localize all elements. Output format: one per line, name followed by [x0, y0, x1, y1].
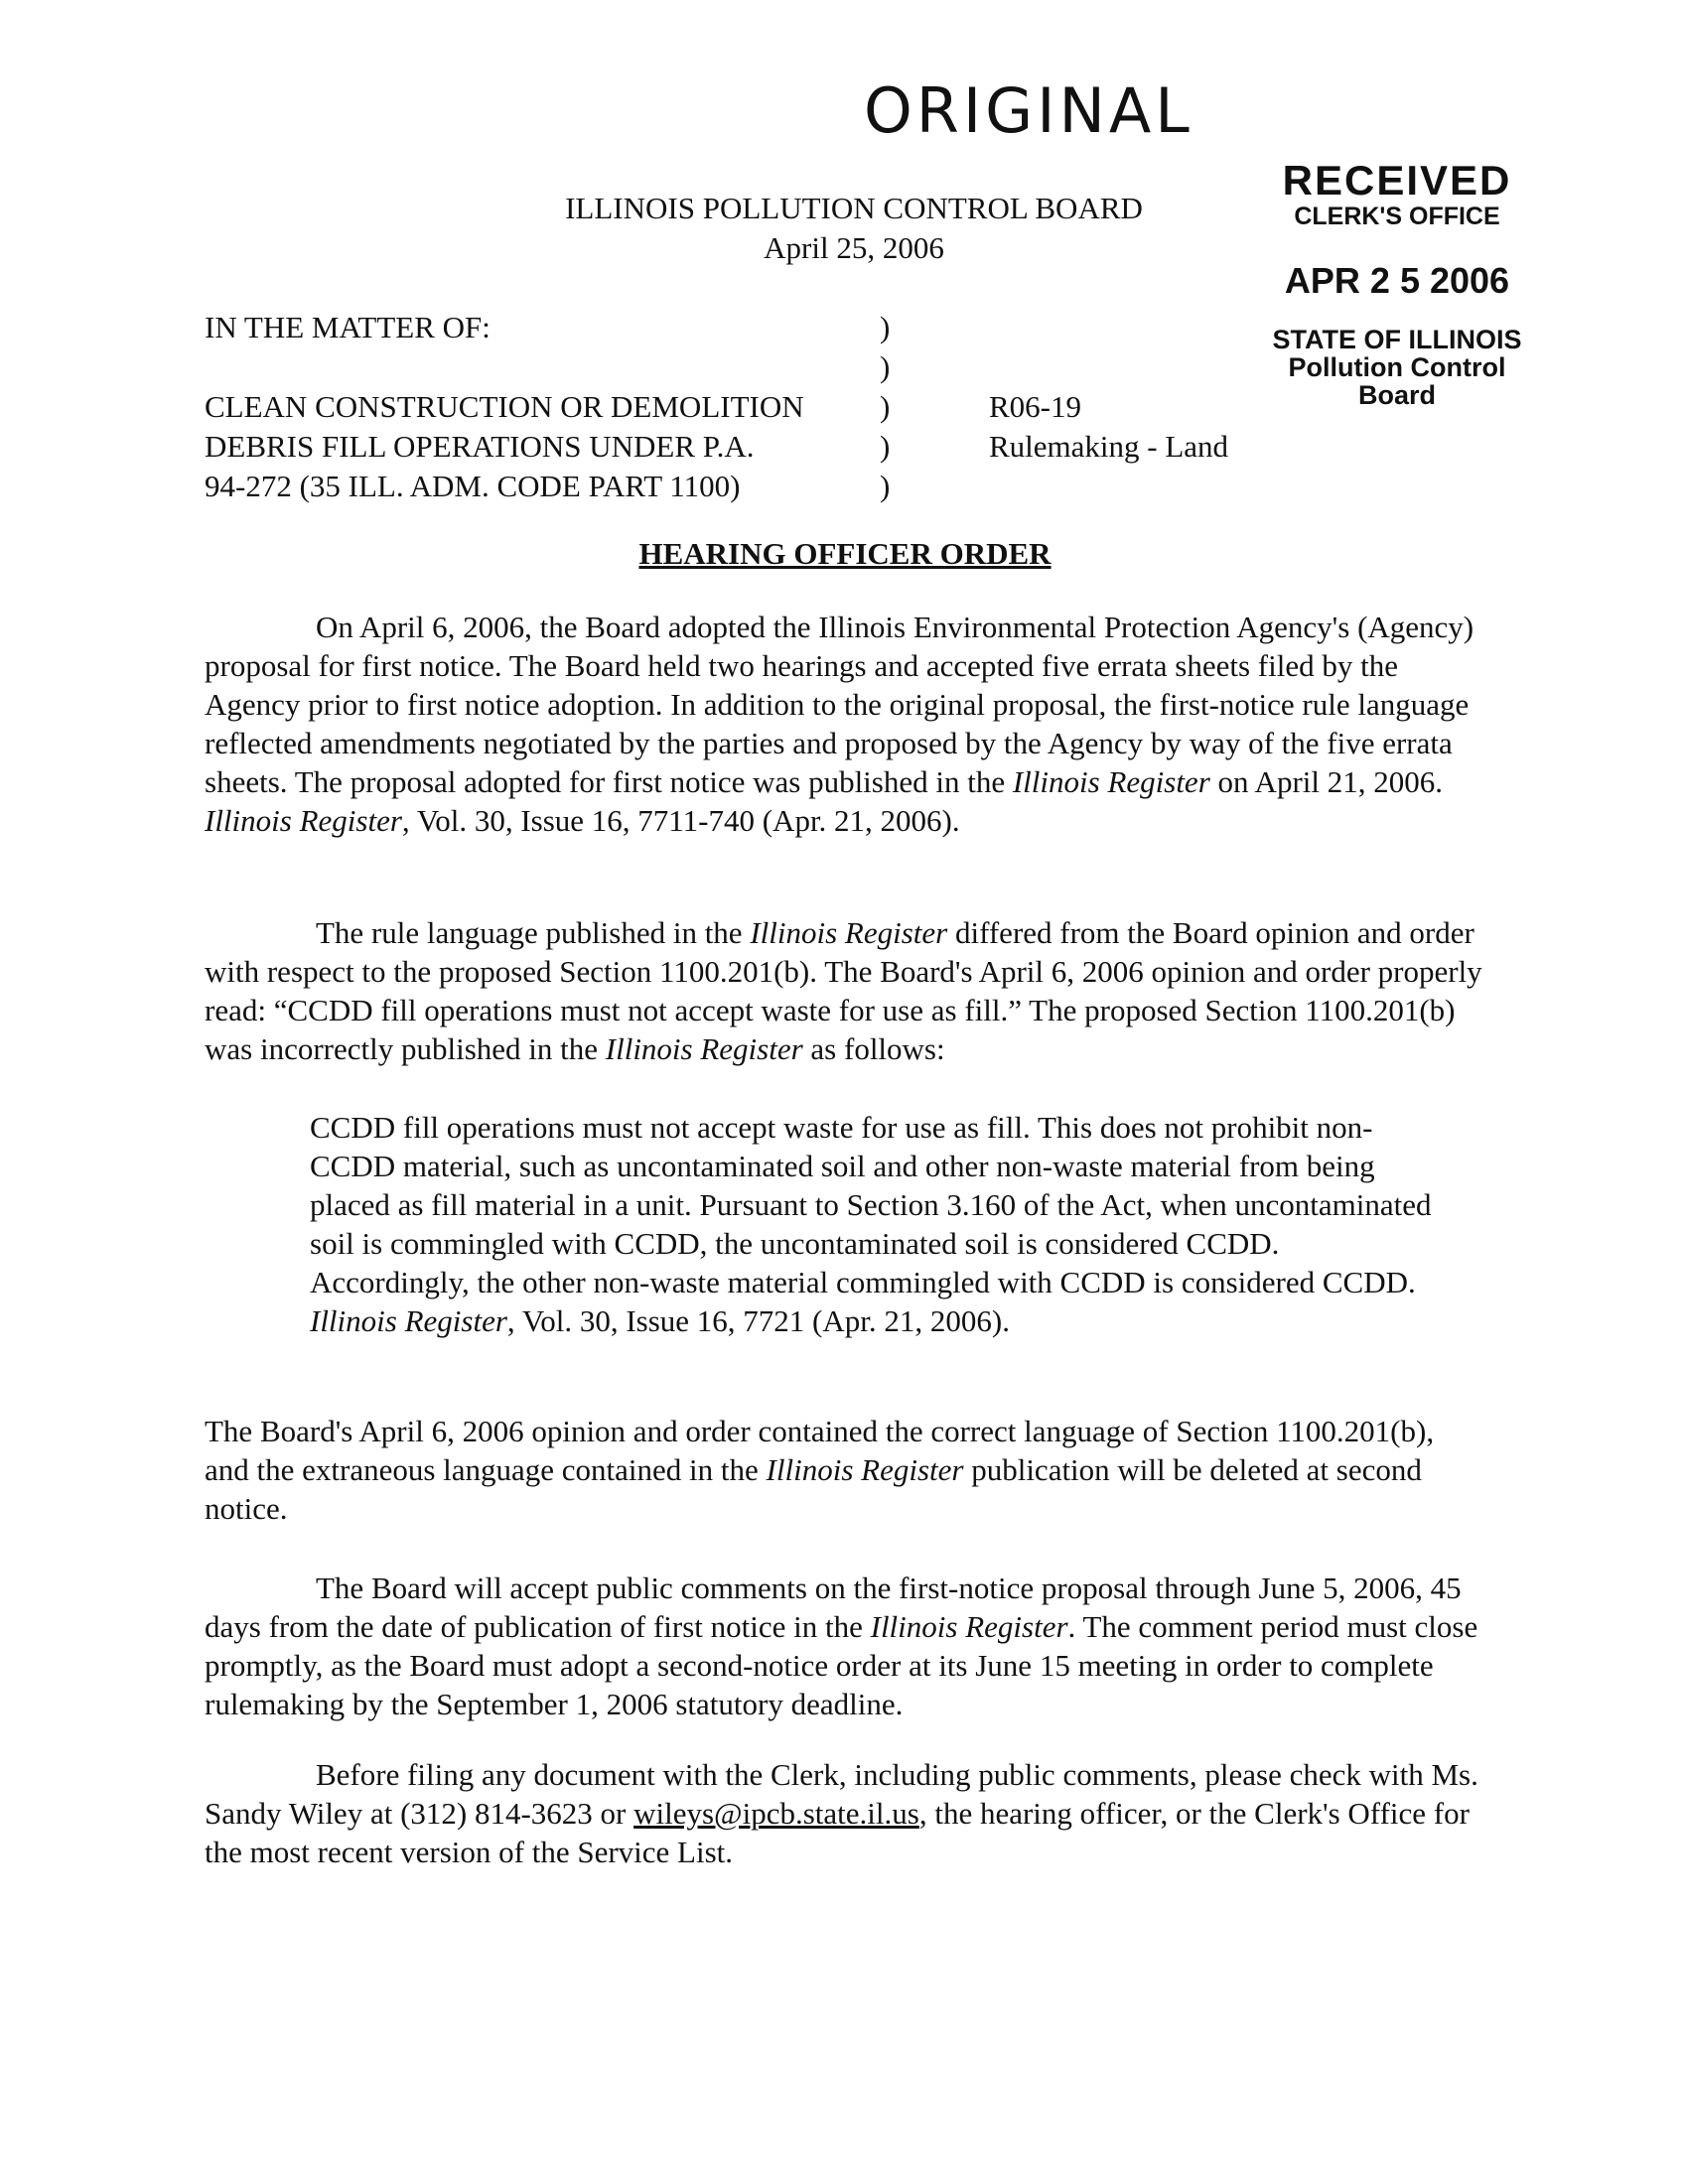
docket-number: R06-19 — [989, 389, 1081, 424]
board-name: ILLINOIS POLLUTION CONTROL BOARD — [565, 191, 1143, 225]
document-header — [536, 189, 1172, 268]
caption-row — [205, 427, 1228, 467]
paragraph-3 — [205, 1412, 1485, 1528]
caption-row — [205, 308, 1228, 347]
italic-citation: Illinois Register — [310, 1303, 507, 1338]
paragraph-2 — [205, 913, 1485, 1068]
clerks-office-label: CLERK'S OFFICE — [1294, 203, 1500, 230]
board-label: Pollution Control Board — [1288, 352, 1506, 410]
text: The rule language published in the — [316, 915, 751, 950]
paragraph-5 — [205, 1755, 1485, 1871]
text: The Board will accept public comments on the first-notice proposal through June 5, 2006, 45 days from the date of publication of first notice in the — [205, 1570, 1462, 1644]
text: On April 6, 2006, the Board adopted the Illinois Environmental Protection Agency's (Agency) proposal for first notice. The Board held two hearings and accepted five errata sheets filed by the Agency prior to first notice adoption. In addition to the original proposal, the first-notice rule language reflected amendments negotiated by the parties and proposed by the Agency by way of the five errata sheets. The proposal adopted for first notice was published in the — [205, 610, 1474, 799]
paragraph-4 — [205, 1569, 1485, 1723]
caption-left: CLEAN CONSTRUCTION OR DEMOLITION — [205, 389, 804, 424]
caption-left — [205, 347, 880, 387]
block-quote — [310, 1108, 1432, 1340]
text: as follows: — [802, 1031, 945, 1066]
received-date: APR 2 5 2006 — [1284, 260, 1510, 301]
text: , Vol. 30, Issue 16, 7721 (Apr. 21, 2006). — [506, 1303, 1010, 1338]
text: , Vol. 30, Issue 16, 7711-740 (Apr. 21, 2006). — [401, 803, 960, 838]
caption-row — [205, 467, 1228, 506]
caption-left: DEBRIS FILL OPERATIONS UNDER P.A. — [205, 429, 755, 464]
paragraph-1 — [205, 608, 1485, 840]
text: The Board's April 6, 2006 opinion and order contained the correct language of Section 1100.201(b), and the extraneous language contained in the — [205, 1414, 1435, 1487]
italic-citation: Illinois Register — [766, 1452, 964, 1487]
state-label: STATE OF ILLINOIS — [1272, 325, 1522, 354]
caption-paren: ) — [880, 389, 891, 424]
received-label: RECEIVED — [1282, 157, 1512, 204]
italic-citation: Illinois Register — [750, 915, 948, 950]
caption-row — [205, 347, 1228, 387]
text: Before filing any document with the Clerk, including public comments, please check with Ms. Sandy Wiley at (312) 814-3623 or — [205, 1757, 1478, 1831]
caption-paren: ) — [880, 310, 891, 344]
header-date: April 25, 2006 — [764, 230, 944, 265]
caption-paren: ) — [880, 349, 891, 384]
italic-citation: Illinois Register — [605, 1031, 803, 1066]
caption-row — [205, 387, 1228, 427]
text: . The comment period must close promptly, as the Board must adopt a second-notice order at its June 15 meeting in order to complete rulemaking by the September 1, 2006 statutory deadline. — [205, 1609, 1478, 1721]
order-title: HEARING OFFICER ORDER — [638, 536, 1052, 571]
case-caption — [205, 308, 1228, 506]
italic-citation: Illinois Register — [870, 1609, 1068, 1644]
text: on April 21, 2006. — [1209, 764, 1443, 799]
received-stamp — [1263, 159, 1531, 409]
text: publication will be deleted at second notice. — [205, 1452, 1422, 1526]
italic-citation: Illinois Register — [205, 803, 402, 838]
text: , the hearing officer, or the Clerk's Office for the most recent version of the Service List. — [205, 1796, 1470, 1869]
original-stamp: ORIGINAL — [864, 74, 1193, 147]
caption-left: IN THE MATTER OF: — [205, 310, 491, 344]
caption-left: 94-272 (35 ILL. ADM. CODE PART 1100) — [205, 469, 741, 503]
caption-paren: ) — [880, 429, 891, 464]
caption-paren: ) — [880, 469, 891, 503]
email-link[interactable]: wileys@ipcb.state.il.us — [633, 1796, 919, 1831]
italic-citation: Illinois Register — [1012, 764, 1210, 799]
case-type: Rulemaking - Land — [989, 429, 1229, 464]
text: differed from the Board opinion and order with respect to the proposed Section 1100.201(b). The Board's April 6, 2006 opinion and order properly read: “CCDD fill operations must not accept waste for use as fill.” The proposed Section 1100.201(b) was incorrectly published in the — [205, 915, 1482, 1066]
text: CCDD fill operations must not accept waste for use as fill. This does not prohibit non-CCDD material, such as uncontaminated soil and other non-waste material from being placed as fill material in a unit. Pursuant to Section 3.160 of the Act, when uncontaminated soil is commingled with CCDD, the uncontaminated soil is considered CCDD. Accordingly, the other non-waste material commingled with CCDD is considered CCDD. — [310, 1110, 1432, 1299]
